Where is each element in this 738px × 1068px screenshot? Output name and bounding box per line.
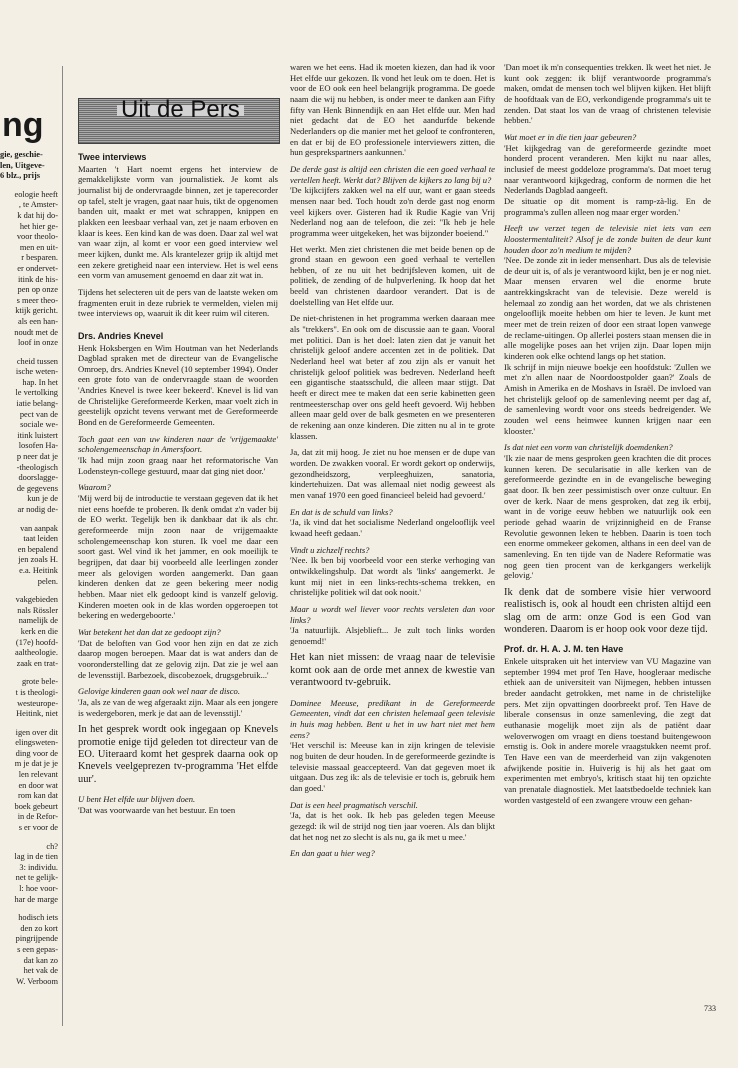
fragment-line: nals Rössler: [17, 605, 58, 615]
fragment-line: ar nodig de-: [17, 505, 58, 514]
subheading-knevel: Drs. Andries Knevel: [78, 330, 164, 341]
fragment-line: e.a. Heitink: [19, 565, 58, 575]
fragment-line: len relevant: [18, 770, 58, 780]
interview-answer: 'Ik had mijn zoon graag naar het reformatorische Van Lodensteyn-college gestuurd, maar dat ging niet door.': [78, 455, 278, 476]
fragment-line: dat kan zo: [23, 955, 58, 965]
fragment-line: kun je de: [27, 494, 58, 504]
fragment-line: -theologisch: [16, 462, 58, 472]
column-3: [504, 62, 711, 811]
fragment-bold-line: gie, geschie-: [0, 150, 43, 159]
fragment-line: men en uit-: [19, 242, 58, 252]
fragment-line: ktijk gericht.: [15, 306, 58, 316]
column-divider: [62, 66, 63, 1026]
fragment-line: hodisch iets: [18, 913, 58, 923]
fragment-line: eologie heeft: [14, 189, 58, 199]
interview-question: En dan gaat u hier weg?: [290, 848, 375, 859]
fragment-line: igen over dit: [15, 727, 58, 737]
fragment-line: westeurope-: [17, 698, 58, 708]
interview-answer: Het werkt. Men ziet christenen die met beide benen op de grond staan en gewoon een goed verhaal te vertellen hebben, of ze nu uit het bedrijfsleven komen, uit de politiek, de zending of de hulpverlening. Ik hoop dat het beeld van christenen daardoor verandert. Dat is de doelstelling van Het elfde uur.: [290, 243, 495, 307]
fragment-line: het hier ge-: [19, 221, 58, 231]
fragment-line: ische weten-: [15, 367, 58, 377]
fragment-line: 3: individu.: [19, 862, 58, 872]
subheading-ten-have: Prof. dr. H. A. J. M. ten Have: [504, 644, 624, 655]
interview-question: Heeft uw verzet tegen de televisie niet iets van een kloostermentaliteit? Alsof je de zonde buiten de deur kunt houden door zo'n medium te mijden?: [504, 223, 711, 255]
fragment-line: le vertolking: [15, 388, 58, 398]
interview-answer: 'De kijkcijfers zakken wel na elf uur, want er gaan steeds mensen naar bed. Toch houdt zo'n derde gast nog enorm veel kijkers over. Gisteren had ik Rudie Kagie van Vrij Nederland nog aan de telefoon, die zei: "Ik heb je hele programma weer uitgekeken, het was bijzonder boeiend.": [290, 185, 495, 238]
fragment-line: pingrijpende: [15, 934, 58, 944]
interview-question: U bent Het elfde uur blijven doen.: [78, 794, 196, 805]
page-number: 733: [704, 1004, 716, 1013]
interview-answer: 'Dat was voorwaarde van het bestuur. En toen: [78, 804, 236, 815]
fragment-line: de gegevens: [16, 483, 58, 493]
fragment-line: loof in onze: [17, 338, 58, 348]
fragment-line: har de marge: [14, 894, 58, 904]
interview-answer: De niet-christenen in het programma werken daaraan mee als "trekkers". En ook om de discussie aan te gaan. Vooral met politici. Dan is het doel: laten zien dat je vanuit het christelijk geloof andere accenten zet in de politiek. Dat Nederland heel wat beter af zou zijn als er vanuit het christelijk geloof politiek was bedreven. Nederland heeft een gigantische staatsschuld, die alleen maar stijgt. Dat heeft er direct mee te maken dat een serie kabinetten geen rentmeesterschap over ons geld heeft gevoerd. Wij hebben alleen maar geld over de balk gesmeten en we presenteren de rekening aan onze kinderen. Die zitten nu al in te grote klassen.: [290, 313, 495, 441]
fragment-line: , te Amster-: [18, 200, 58, 210]
fragment-line: den zo kort: [20, 923, 58, 933]
fragment-line: Heitink, niet: [16, 709, 58, 719]
fragment-line: in de Refor-: [17, 812, 58, 822]
fragment-line: r besparen.: [21, 253, 58, 263]
fragment-line: (17e) hoofd-: [15, 637, 58, 647]
fragment-line: m je dat je je: [14, 759, 58, 769]
fragment-line: en door wat: [18, 780, 58, 790]
interview-answer: 'Nee. De zonde zit in ieder mensenhart. Dus als de televisie de deur uit is, of als je verantwoord kijkt, ben je er nog niet. Maar mensen ervaren wel die enorme brute aantrekkingskracht van de televisie. Deze wereld is helemaal zo zondig aan het worden, dat we als christenen ongelooflijk moeite hebben om hier te leven. Je kunt met meer met de trein reizen of door een straat lopen vanwege de reclame-uitingen. Op allerlei posters staan mensen die in alle mogelijke poses aan het vrijen zijn. Daar lopen mijn kinderen ook elke ochtend langs op het station.: [504, 255, 711, 362]
fragment-line: het vak de: [23, 966, 58, 976]
fragment-line: itink luistert: [17, 430, 58, 440]
fragment-line: ch?: [46, 841, 58, 851]
fragment-line: taat leiden: [23, 534, 58, 544]
paragraph: Maarten 't Hart noemt ergens het interview de gemakkelijkste vorm van journalistiek. Je komt als journalist bij de ondervraagde binnen, zet je taperecorder op tafel, stelt je vragen, gaat naar huis, tikt de opgenomen banden uit, maakt er met wat schrappen, knippen en plakken een leesbaar verhaal van, zet je naam erboven en klaar is kees. Een kind kan de was doen. Daar zal wel wat van waar zijn, al komt er voor een goed interview wel meer kijken, dunkt me. Als krantelezer grijp ik altijd met een zekere gretigheid naar een interview. Het is wel eens een vorm van amusement genoemd en daar zit wat in.: [78, 163, 278, 281]
fragment-line: p neer dat je: [16, 452, 58, 462]
fragment-line: doorslagge-: [18, 473, 58, 483]
interview-answer: De situatie op dit moment is ramp-zà-lig. En de programma's zullen alleen nog maar erger worden.': [504, 195, 711, 217]
fragment-line: cheid tussen: [16, 356, 58, 366]
interview-answer: 'Ja, als ze van de weg afgeraakt zijn. Maar als een jongere is wedergeboren, merk je dat aan de levensstijl.': [78, 696, 278, 718]
fragment-line: jen zoals H.: [18, 555, 58, 565]
interview-answer: 'Het verschil is: Meeuse kan in zijn kringen de televisie nog buiten de deur houden. In de gereformeerde gezindte is televisie massaal geaccepteerd. Van dat gegeven moet ik uitgaan. Dus zeg ik: als de televisie er toch is, gebruik hem dan goed.': [290, 740, 495, 793]
previous-page-fragment: [0, 60, 58, 1010]
interview-question: Wat moet er in die tien jaar gebeuren?: [504, 131, 637, 142]
interview-question: Vindt u zichzelf rechts?: [290, 544, 370, 555]
fragment-line: rom kan dat: [17, 791, 58, 801]
interview-question: Maar u wordt wel liever voor rechts versleten dan voor links?: [290, 603, 495, 625]
fragment-line: namelijk de: [18, 616, 58, 626]
interview-question: Dominee Meeuse, predikant in de Gereformeerde Gemeenten, vindt dat een christen helemaal geen televisie in huis mag hebben. Bent u het in uw hart niet met hem eens?: [290, 697, 495, 740]
fragment-line: aaltheologie.: [14, 648, 58, 658]
interview-answer: 'Dan moet ik m'n consequenties trekken. Ik weet het niet. Je kunt ook zeggen: ik blijf verantwoorde programma's maken, omdat de mensen toch wel blijven kijken. Het blijft de hoofdtaak van de EO, verkondigende programma's uit te zenden. Dat staat los van de vraag of christenen televisie hebben.': [504, 62, 711, 126]
section-title: Uit de Pers: [117, 105, 244, 116]
fragment-line: zaak en trat-: [16, 658, 58, 668]
fragment-line: s meer theo-: [16, 295, 58, 305]
lead-paragraph: In het gesprek wordt ook ingegaan op Knevels promotie enige tijd geleden tot directeur van de EO. Uiteraard komt het gesprek daarna ook op Knevels veelgeprezen tv-programma 'Het elfde uur'.: [78, 724, 278, 785]
fragment-bold-line: 6 blz., prijs: [0, 171, 41, 181]
fragment-line: pect van de: [19, 409, 58, 419]
fragment-line: l: hoe voor-: [19, 884, 58, 893]
fragment-line: s een gepas-: [17, 944, 58, 954]
fragment-line: en bepalend: [17, 544, 58, 554]
interview-question: En dat is de schuld van links?: [290, 506, 393, 517]
fragment-line: itink de his-: [17, 274, 58, 284]
paragraph: Enkele uitspraken uit het interview van VU Magazine van september 1994 met prof Ten Have, hoogleraar medische ethiek aan de universiteit van Nijmegen, hebben intussen breder aandacht getrokken, met name in de christelijke pers. Met zijn opvattingen doorbreekt prof. Ten Have de liberale consensus in onze samenleving, die zegt dat euthanasie mogelijk moet zijn als de patiënt daar weloverwogen om vraagt en diens toestand buitengewoon ernstig is. Ook in andere morele vraagstukken neemt prof. Ten Have een van de meerderheid van zijn vakgenoten afwijkende positie in. Huiverig is hij als het gaat om experimenten met embryo's, kritisch staat hij ten opzichte van prenatale diagnostiek. Met laatstbedoelde techniek kan worden vastgesteld of een zwangere vrouw een gehan-: [504, 656, 711, 805]
fragment-line: pen op onze: [17, 285, 58, 295]
interview-answer: Ik schrijf in mijn nieuwe boekje een hoofdstuk: 'Zullen we met z'n allen naar de Noordoostpolder gaan?' Zoals de Amish in Amerika en de Moshavs in Israël. De invloed van het christelijk geloof op de samenleving neemt per dag af, de samenleving wordt voor ons steeds bedreigender. We zouden wel eens heimwee kunnen krijgen naar een klooster.': [504, 361, 711, 436]
fragment-line: net te gelijk-: [15, 873, 58, 883]
interview-answer: waren we het eens. Had ik moeten kiezen, dan had ik voor Het elfde uur gekozen. Ik vond het leuk om te doen. Het is voor de EO ook een heel belangrijk programma. De goede naam die wij nu hebben, is onder meer te danken aan Fifty fifty van Henk Binnendijk en aan Het elfde uur. Men had niet gedacht dat de EO het aandurfde bekende Nederlanders op die manier met het geloof te confronteren, en dat er bij de EO professionele interviewers zitten, die hun gesprekspartners aankunnen.': [290, 62, 495, 158]
interview-answer: 'Ja, dat is het ook. Ik heb pas geleden tegen Meeuse gezegd: ik wil de strijd nog tien jaar voeren. Als dan blijkt dat het nog net zo slecht is als nu, ga ik met u mee.': [290, 810, 495, 842]
fragment-line: lag in de tien: [14, 852, 58, 862]
interview-question: Wat betekent het dan dat ze gedoopt zijn?: [78, 626, 221, 637]
fragment-line: pelen.: [37, 576, 58, 586]
fragment-line: t is theologi-: [15, 687, 58, 697]
interview-question: Is dat niet een vorm van christelijk doemdenken?: [504, 442, 673, 453]
lead-paragraph: Ik denk dat de sombere visie hier verwoord realistisch is, ook al houdt een christen altijd een slag om de arm: onze God is een God van wonderen. Daarom is er hoop ook voor deze tijd.: [504, 586, 711, 636]
paragraph: Henk Hoksbergen en Wim Houtman van het Nederlands Dagblad spraken met de directeur van de Evangelische Omroep, drs. Andries Knevel (10 september 1994). Onder een grote foto van de ondervraagde staan de woorden 'Andries Knevel is twee keer bekeerd'. Knevel is lid van de Christelijke Gereformeerde Kerken, maar voelt zich in geestelijk opzicht tevens verwant met de Gereformeerde Bond en de Gereformeerde Gemeenten.: [78, 342, 278, 428]
fragment-line: W. Verboom: [16, 976, 58, 986]
column-1: [78, 62, 278, 821]
interview-answer: Ja, dat zit mij hoog. Je ziet nu hoe mensen er de dupe van worden. De zwakken vooral. Er wordt gekort op onderwijs, gezondheidszorg, verpleeghuizen, sanatoria, kindertehuizen. Dat was allemaal niet nodig geweest als men vanaf 1970 een goed financieel beleid had gevoerd.': [290, 447, 495, 500]
fragment-line: losofen Ha-: [18, 441, 58, 451]
interview-answer: 'Ja, ik vind dat het socialisme Nederland ongelooflijk veel kwaad heeft gedaan.': [290, 517, 495, 538]
fragment-line: kerk en die: [20, 626, 58, 636]
interview-answer: 'Mij werd bij de introductie te verstaan gegeven dat ik het niet eens hoefde te proberen. Ik denk omdat z'n vader bij de EO werkt. Tegelijk ben ik dankbaar dat ik als chr. gereformeerde mijn zoon naar de vrijgemaakte scholengemeenschap kon sturen. Ik voel me daar een soort gast. Wel vind ik het jammer, en ook moeilijk te begrijpen, dat daar bij voorbeeld alle leerlingen zonder meer als gelovigen worden aangemerkt. Dan gaan kinderen denken dat ze geen bekering meer nodig hebben. Maar niet elk gedoopt kind is vanzelf gelovig. Kinderen moeten ook in de klas worden opgeroepen tot bekering en wedergeboorte.': [78, 493, 278, 621]
fragment-line: voor theolo-: [16, 232, 58, 242]
interview-answer: 'Ja natuurlijk. Alsjeblieft... Je zult toch links worden genoemd!': [290, 625, 495, 646]
fragment-line: van aanpak: [20, 523, 58, 533]
interview-question: Waarom?: [78, 482, 111, 493]
fragment-line: elingsweten-: [15, 738, 58, 748]
interview-answer: 'Het kijkgedrag van de gereformeerde gezindte moet honderd procent veranderen. Men kijkt nu naar alles, inclusief de meest goddeloze programma's. Dat moet terug naar verantwoord kijkgedrag, conform de normen die het Nederlands Dagblad aangeeft.: [504, 142, 711, 196]
fragment-bold-line: len, Uitgeve-: [0, 160, 45, 170]
fragment-line: noudt met de: [14, 327, 58, 337]
interview-question: Dat is een heel pragmatisch verschil.: [290, 799, 418, 810]
lead-paragraph: Het kan niet missen: de vraag naar de televisie komt ook aan de orde met annex de kwestie van verantwoord tv-gebruik.: [290, 652, 495, 689]
fragment-line: er ondervet-: [17, 263, 58, 273]
column-2: [290, 62, 495, 859]
fragment-line: sociale we-: [20, 420, 58, 430]
interview-question: Gelovige kinderen gaan ook wel naar de disco.: [78, 686, 240, 697]
interview-answer: 'Dat de beloften van God voor hen zijn en dat ze zich daarop mogen beroepen. Maar dat is wat anders dan de vooronderstelling dat ze gelovig zijn. Dat zie je wel aan de levensstijl. Barbezoek, discobezoek, drugsgebruik...': [78, 637, 278, 680]
fragment-line: s er voor de: [18, 823, 58, 833]
fragment-lines: [0, 190, 58, 988]
fragment-line: ding voor de: [15, 748, 58, 758]
fragment-line: vakgebieden: [15, 595, 58, 605]
interview-question: De derde gast is altijd een christen die een goed verhaal te vertellen heeft. Werkt dat? Blijven de kijkers zo lang bij u?: [290, 163, 495, 185]
subheading-twee-interviews: Twee interviews: [78, 152, 147, 162]
fragment-line: k dat hij do-: [17, 210, 58, 220]
fragment-line: als een han-: [18, 316, 58, 326]
interview-question: Toch gaat een van uw kinderen naar de 'vrijgemaakte' scholengemeenschap in Amersfoort.: [78, 433, 278, 455]
fragment-line: grote bele-: [21, 677, 58, 687]
fragment-heading: ng: [2, 106, 44, 144]
paragraph: Tijdens het selecteren uit de pers van de laatste weken om fragmenten eruit in deze rubriek te vermelden, vielen mij twee interviews op, waaruit ik dit keer ruim wil citeren.: [78, 286, 278, 319]
interview-answer: 'Ik zie naar de mens gesproken geen krachten die dit proces kunnen keren. De secularisatie in alle kerken van de gereformeerde gezindte en in de evangelische beweging gaat door. Ik ben zeer pessimistisch over onze cultuur. En over de kerk. Naar de mens gesproken, dat zeg ik erbij, want in de vorige eeuw hebben we natuurlijk ook een periode gehad waarin de vrijzinnigheid en de Franse Revolutie gewonnen leken te hebben. Daarin is toen toch een enorme ommekeer gekomen, althans in een deel van de samenleving. En ten tijde van de Nadere Reformatie was nog geen tien procent van de kerkgangers werkelijk gelovig.': [504, 452, 711, 581]
interview-answer: 'Nee. Ik ben bij voorbeeld voor een sterke verhoging van ontwikkelingshulp. Dat wordt als 'links' aangemerkt. Je kunt mij niet in een links-rechts-schema trekken, en christelijke politiek wil dat ook nooit.': [290, 555, 495, 598]
fragment-line: iatie belang-: [16, 399, 58, 409]
fragment-line: boek gebeurt: [14, 801, 58, 811]
section-banner: [78, 98, 280, 144]
fragment-line: hap. In het: [22, 377, 58, 387]
